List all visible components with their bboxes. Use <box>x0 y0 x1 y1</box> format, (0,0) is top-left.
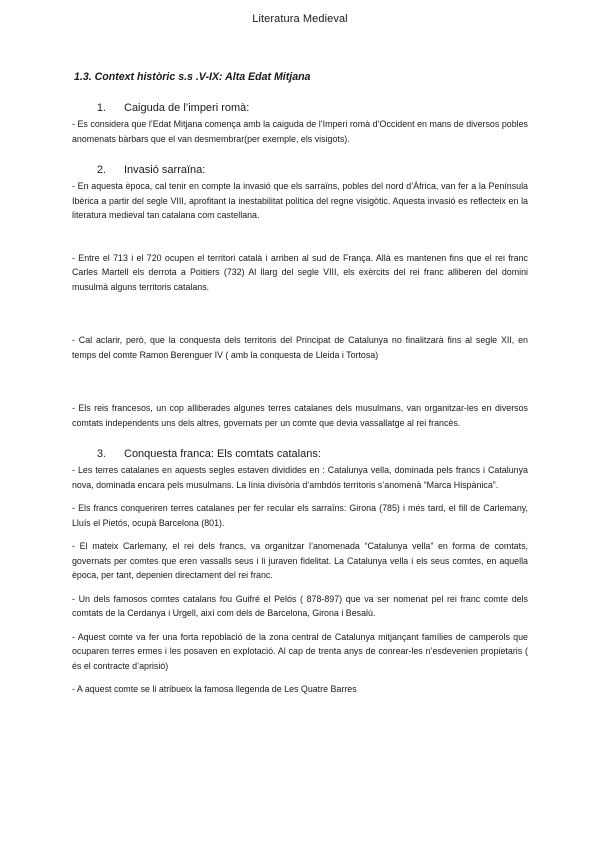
heading-title: Conquesta franca: Els comtats catalans: <box>124 448 321 460</box>
paragraph: - Es considera que l’Edat Mitjana comença amb la caiguda de l’Imperi romà d’Occident en mans de diversos pobles anomenats bàrbars que el van desmembrar(per exemple, els visigots). <box>72 119 528 144</box>
paragraph: - Entre el 713 i el 720 ocupen el territori català i arriben al sud de França. Allà es mantenen fins que el rei franc Carles Martell els derrota a Poitiers (732) Al llarg del segle VIII, els exèrcits del rei franc alliberen del domini musulmà alguns territoris catalans. <box>72 252 528 292</box>
heading-title: Invasió sarraïna: <box>124 164 206 176</box>
document-body <box>72 102 528 697</box>
paragraph: - En aquesta època, cal tenir en compte la invasió que els sarraïns, pobles del nord d’Àfrica, van fer a la Península Ibèrica a partir del segle VIII, aprofitant la inestabilitat política del regne visigòtic. Aquesta invasió es reflecteix en la literatura medieval tan catalana com castellana. <box>72 181 528 220</box>
heading-1 <box>72 102 528 114</box>
paragraph: - Cal aclarir, però, que la conquesta dels territoris del Principat de Catalunya no finalitzarà fins al segle XII, en temps del comte Ramon Berenguer IV ( amb la conquesta de Lleida i Tortosa) <box>72 335 528 360</box>
paragraph: - Un dels famosos comtes catalans fou Guifré el Pelós ( 878-897) que va ser nomenat pel rei franc comte dels comtats de la Cerdanya i Urgell, així com dels de Barcelona, Girona i Besalú. <box>72 593 528 618</box>
paragraph: - A aquest comte se li atribueix la famosa llegenda de Les Quatre Barres <box>72 684 357 694</box>
heading-number: 3. <box>96 448 106 460</box>
paragraph: - Aquest comte va fer una forta repoblació de la zona central de Catalunya mitjançant famílies de camperols que ocuparen terres ermes i les posaven en explotació. Al cap de trenta anys de conrear-les n’esdevenien propietaris ( és el contracte d’aprisió) <box>72 631 528 671</box>
heading-number: 1. <box>96 102 106 114</box>
heading-3 <box>72 448 528 460</box>
paragraph: - El mateix Carlemany, el rei dels francs, va organitzar l’anomenada “Catalunya vella” en forma de comtats, governats per comtes que eren vassalls seus i li juraven fidelitat. La Catalunya vella i els seus comtes, en aquella època, per tant, depenien directament del rei franc. <box>72 541 528 580</box>
paragraph: - Els reis francesos, un cop alliberades algunes terres catalanes dels musulmans, van organitzar-les en diversos comtats independents uns dels altres, governats per un comte que devia vassallatge al rei francès. <box>72 403 528 428</box>
running-header: Literatura Medieval <box>252 13 348 25</box>
paragraph: - Els francs conqueriren terres catalanes per fer recular els sarraïns: Girona (785) i més tard, el fill de Carlemany, Lluís el Pietós, ocupà Barcelona (801). <box>72 503 528 528</box>
heading-number: 2. <box>96 164 106 176</box>
heading-2 <box>72 164 528 176</box>
paragraph: - Les terres catalanes en aquests segles estaven dividides en : Catalunya vella, dominada pels francs i Catalunya nova, dominada encara pels musulmans. La línia divisòria d’ambdós territoris s’anomenà “Marca Hispànica”. <box>72 465 528 490</box>
section-title: 1.3. Context històric s.s .V-IX: Alta Edat Mitjana <box>74 71 311 83</box>
heading-title: Caiguda de l’imperi romà: <box>124 102 250 114</box>
